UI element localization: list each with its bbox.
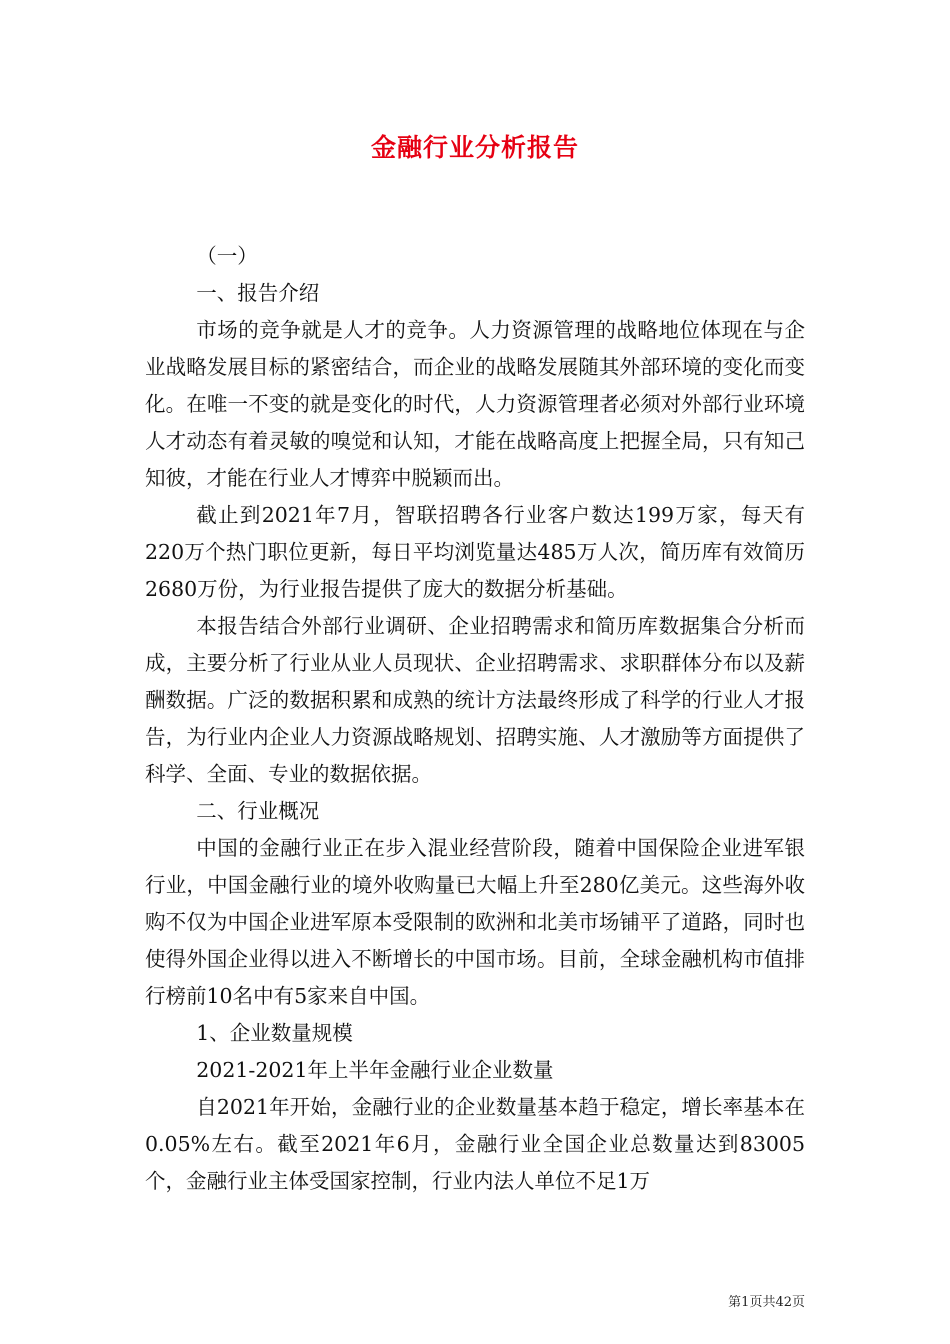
subheading-enterprise-count: 2021-2021年上半年金融行业企业数量 [196, 1058, 554, 1082]
heading-report-intro: 一、报告介绍 [196, 281, 320, 305]
heading-industry-overview: 二、行业概况 [196, 799, 320, 823]
paragraph-industry-overview: 中国的金融行业正在步入混业经营阶段，随着中国保险企业进军银行业，中国金融行业的境外收购量已大幅上升至280亿美元。这些海外收购不仅为中国企业进军原本受限制的欧洲和北美市场铺平了道路，同时也使得外国企业得以进入不断增长的中国市场。目前，全球金融机构市值排行榜前10名中有5家来自中国。 [145, 836, 805, 1008]
paragraph-competition: 市场的竞争就是人才的竞争。人力资源管理的战略地位体现在与企业战略发展目标的紧密结合，而企业的战略发展随其外部环境的变化而变化。在唯一不变的就是变化的时代，人力资源管理者必须对外部行业环境人才动态有着灵敏的嗅觉和认知，才能在战略高度上把握全局，只有知己知彼，才能在行业人才博弈中脱颖而出。 [145, 318, 805, 490]
heading-enterprise-scale: 1、企业数量规模 [196, 1021, 353, 1045]
paragraph-zhaopin-stats: 截止到2021年7月，智联招聘各行业客户数达199万家，每天有220万个热门职位更新，每日平均浏览量达485万人次，简历库有效简历2680万份，为行业报告提供了庞大的数据分析基础。 [145, 503, 805, 601]
paragraph-report-scope: 本报告结合外部行业调研、企业招聘需求和简历库数据集合分析而成，主要分析了行业从业人员现状、企业招聘需求、求职群体分布以及薪酬数据。广泛的数据积累和成熟的统计方法最终形成了科学的行业人才报告，为行业内企业人力资源战略规划、招聘实施、人才激励等方面提供了科学、全面、专业的数据依据。 [145, 614, 805, 786]
page-footer: 第1页共42页 [728, 1295, 805, 1310]
paragraph-section-marker: （一） [196, 244, 258, 268]
document-title: 金融行业分析报告 [370, 133, 579, 162]
paragraph-enterprise-count: 自2021年开始，金融行业的企业数量基本趋于稳定，增长率基本在0.05%左右。截至2021年6月，金融行业全国企业总数量达到83005个，金融行业主体受国家控制，行业内法人单位不足1万 [145, 1095, 805, 1193]
document-body [145, 238, 805, 1200]
